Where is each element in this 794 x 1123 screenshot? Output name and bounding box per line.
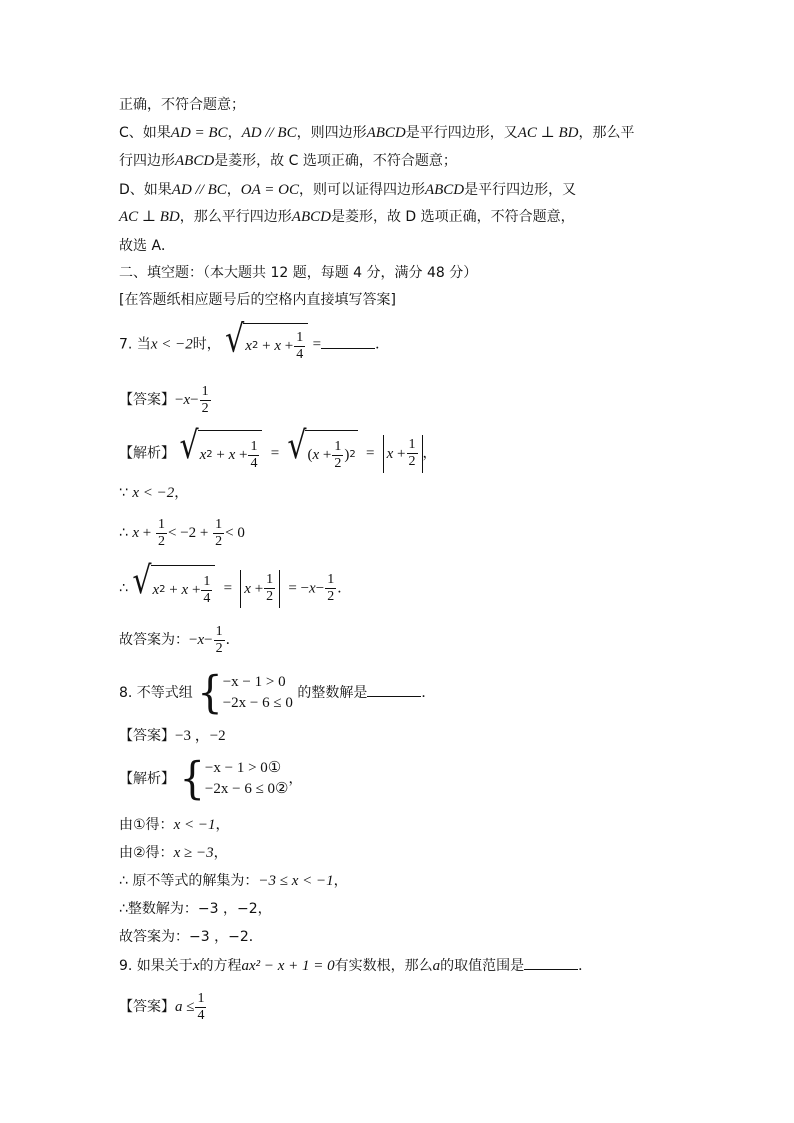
q8-step: 由②得：x ≥ −3， (119, 845, 228, 861)
q8-step: ∴整数解为：−3 ，−2， (119, 901, 272, 917)
text-line: AC ⊥ BD，那么平行四边形ABCD是菱形，故 D 选项正确，不符合题意， (119, 209, 575, 225)
text-line: 故选 A． (119, 238, 176, 254)
q7-answer: 【答案】−x− $\frac{1}{2}$ (119, 383, 209, 416)
q8-final: 故答案为：−3 ，−2． (119, 929, 263, 945)
answer-blank (367, 682, 421, 697)
q8-analysis: 【解析】 { −x − 1 > 0① −2x − 6 ≤ 0② ， (119, 753, 303, 805)
q7-since: ∵ x < −2， (119, 485, 189, 501)
q7-step: ∴ x + $\frac{1}{2}$ < −2 + $\frac{1}{2}$ < 0 (119, 516, 245, 549)
q7-final: 故答案为：−x− $\frac{1}{2}$ ． (119, 623, 240, 656)
question-8: 8. 不等式组 { −x − 1 > 0 −2x − 6 ≤ 0 的整数解是 ． (119, 667, 436, 719)
answer-blank (321, 334, 375, 349)
question-9: 9. 如果关于x的方程ax² − x + 1 = 0有实数根，那么a的取值范围是 ． (119, 955, 592, 976)
text-line: 行四边形ABCD是菱形，故 C 选项正确，不符合题意； (119, 153, 457, 169)
q7-analysis: 【解析】 √ x 2 + x + $\frac{1}{4}$ = √ ( x + $\frac{1}{2}$ ) 2 = x + $\frac{1}{2}$ ， (119, 430, 437, 477)
q8-step: 由①得：x < −1， (119, 817, 230, 833)
q7-step: ∴ √ x 2 + x + $\frac{1}{4}$ = x + $\frac{1}{2}$ = −x− $\frac{1}{2}$ ． (119, 565, 351, 612)
section-heading: 二、填空题：（本大题共 12 题，每题 4 分，满分 48 分） (119, 265, 478, 281)
answer-blank (524, 955, 578, 970)
question-7: 7. 当x < −2时， √ x 2 + x + $\frac{1}{4}$ = ． (119, 323, 389, 366)
text-line: 正确，不符合题意； (119, 97, 245, 113)
q8-answer: 【答案】−3 ，−2 (119, 728, 226, 744)
q8-step: ∴ 原不等式的解集为：−3 ≤ x < −1， (119, 873, 348, 889)
section-instruction: [在答题纸相应题号后的空格内直接填写答案] (119, 292, 396, 308)
text-line: C、如果AD = BC，AD // BC，则四边形ABCD是平行四边形，又AC ⊥ BD，那么平 (119, 125, 635, 141)
sqrt-expression: √ x 2 + x + $\frac{1}{4}$ (225, 323, 308, 366)
q9-answer: 【答案】a ≤ $\frac{1}{4}$ (119, 990, 205, 1023)
text-line: D、如果AD // BC，OA = OC，则可以证得四边形ABCD是平行四边形，又 (119, 182, 577, 198)
